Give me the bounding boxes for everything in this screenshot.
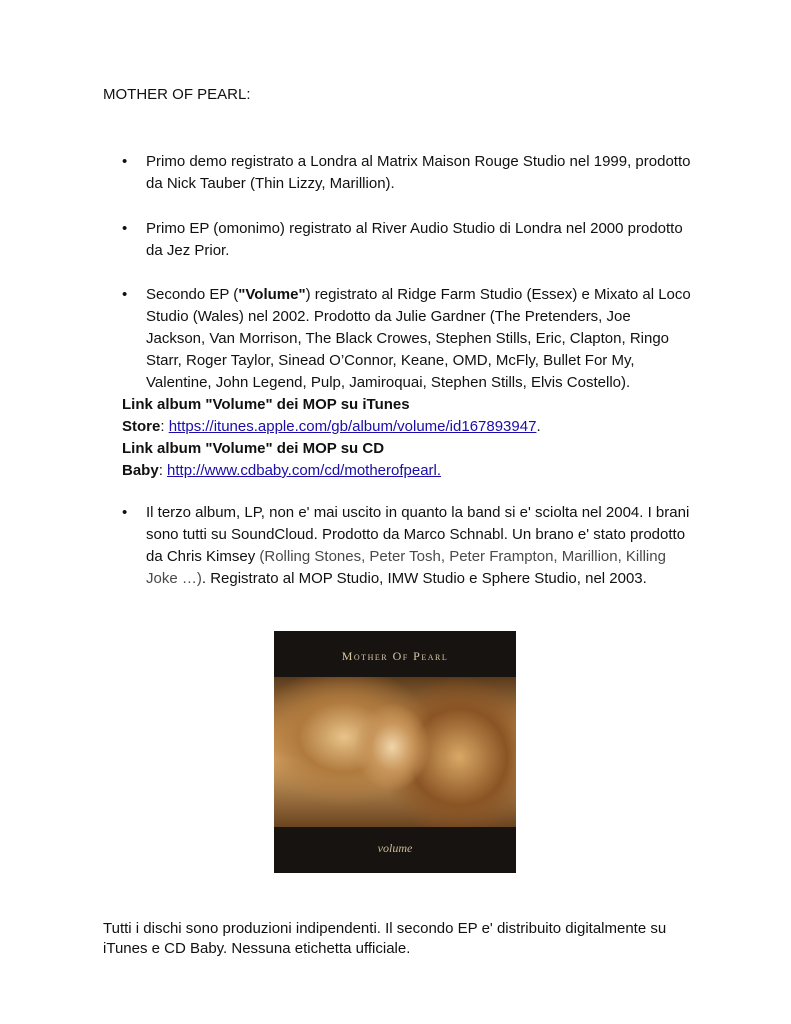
cdbaby-link-label: Link album "Volume" dei MOP su CD bbox=[122, 440, 385, 457]
bullet-icon: • bbox=[122, 504, 128, 521]
cdbaby-link-label: Baby bbox=[122, 462, 159, 479]
cdbaby-link-line bbox=[122, 460, 682, 482]
text-segment: Il terzo album, LP, non e' mai uscito in quanto la band si e' sciolta nel 2004. I brani sono tutti su SoundCloud. Prodotto da Marco Schnabl. Un brano e' stato prodotto da Chris Kimsey bbox=[146, 504, 690, 565]
bullet-icon: • bbox=[122, 220, 128, 237]
text-segment: . Registrato al MOP Studio, IMW Studio e Sphere Studio, nel 2003. bbox=[201, 570, 647, 587]
cover-photo bbox=[274, 677, 516, 827]
period: . bbox=[536, 418, 541, 435]
bullet-icon: • bbox=[122, 153, 128, 170]
list-item-text bbox=[146, 284, 692, 394]
itunes-link-label: Link album "Volume" dei MOP su iTunes bbox=[122, 396, 410, 413]
itunes-link-line bbox=[122, 416, 682, 438]
cover-band-name: Mother Of Pearl bbox=[341, 649, 449, 663]
album-name-bold: "Volume" bbox=[238, 286, 306, 303]
list-item-text bbox=[146, 502, 692, 590]
text-segment: Secondo EP ( bbox=[146, 286, 239, 303]
album-cover-image bbox=[274, 631, 516, 873]
itunes-link-label: Store bbox=[122, 418, 161, 435]
separator: : bbox=[158, 462, 168, 479]
cdbaby-link-line bbox=[122, 438, 682, 460]
page-title: MOTHER OF PEARL: bbox=[103, 86, 251, 103]
album-links bbox=[122, 394, 682, 482]
credits-gray: (Rolling Stones, Peter Tosh, Peter Frampton, Marillion, Killing Joke …) bbox=[146, 548, 666, 587]
list-item-text: Primo EP (omonimo) registrato al River Audio Studio di Londra nel 2000 prodotto da Jez Prior. bbox=[146, 220, 683, 259]
itunes-link[interactable]: https://itunes.apple.com/gb/album/volume/id167893947 bbox=[168, 418, 537, 435]
text-segment: ) registrato al Ridge Farm Studio (Essex) e Mixato al Loco Studio (Wales) nel 2002. Prodotto da Julie Gardner (The Pretenders, Joe Jackson, Van Morrison, The Black Crowes, Stephen Stills, Eric, Clapton, Ringo Starr, Roger Taylor, Sinead O’Connor, Keane, OMD, McFly, Bullet For My, Valentine, John Legend, Pulp, Jamiroquai, Stephen Stills, Elvis Costello). bbox=[146, 286, 691, 391]
list-item-text: Primo demo registrato a Londra al Matrix Maison Rouge Studio nel 1999, prodotto da Nick Tauber (Thin Lizzy, Marillion). bbox=[146, 153, 691, 192]
cdbaby-link[interactable]: http://www.cdbaby.com/cd/motherofpearl. bbox=[167, 462, 442, 479]
cover-album-title: volume bbox=[377, 841, 413, 855]
itunes-link-line bbox=[122, 394, 682, 416]
bullet-icon: • bbox=[122, 286, 128, 303]
footer-paragraph: Tutti i dischi sono produzioni indipendenti. Il secondo EP e' distribuito digitalmente su iTunes e CD Baby. Nessuna etichetta ufficiale. bbox=[103, 920, 667, 957]
separator: : bbox=[160, 418, 169, 435]
